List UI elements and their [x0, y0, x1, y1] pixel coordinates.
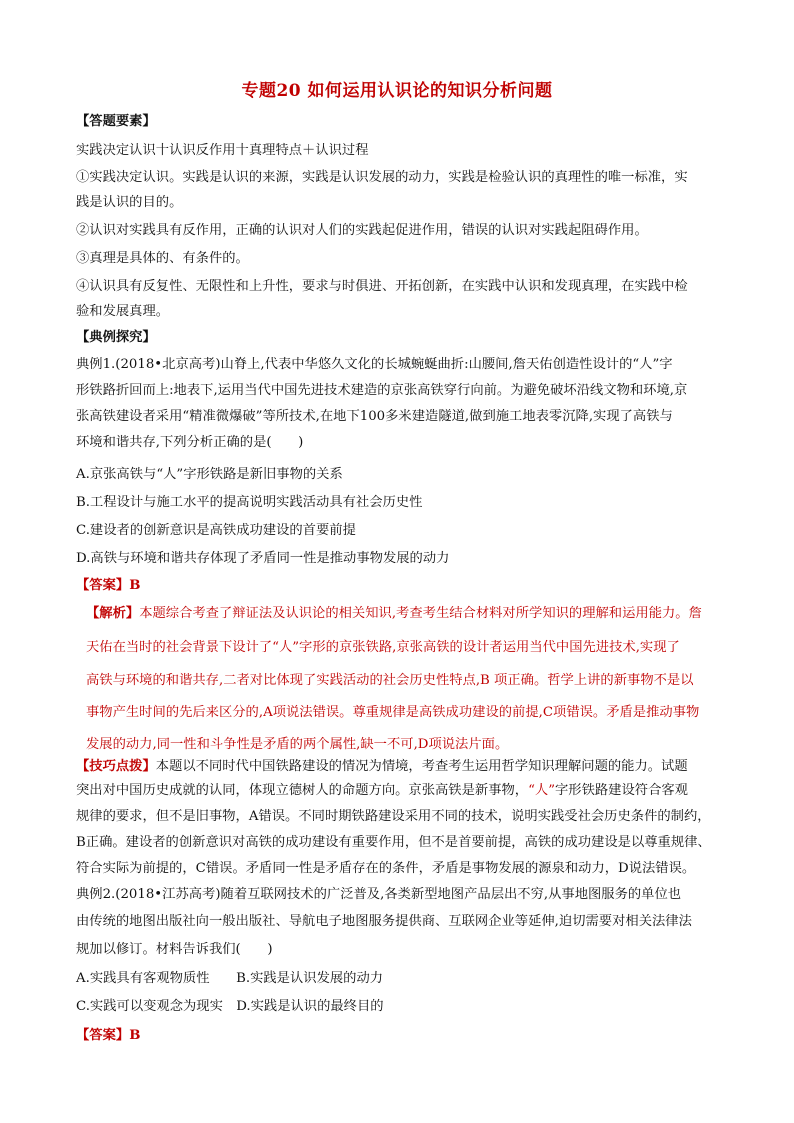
example1-option-c: C.建设者的创新意识是高铁成功建设的首要前提	[76, 523, 356, 538]
example1-tip-line-1	[76, 757, 736, 777]
tip-text-2-highlight: “人”	[528, 783, 555, 798]
example1-option-d: D.高铁与环境和谐共存体现了矛盾同一性是推动事物发展的动力	[76, 551, 450, 566]
example1-tip-line-3: 规律的要求，但不是旧事物，A错误。不同时期铁路建设采用不同的技术，说明实践受社会历史条件的制约，	[76, 809, 711, 824]
point-1-line-1: ①实践决定认识。实践是认识的来源，实践是认识发展的动力，实践是检验认识的真理性的唯一标准，实	[76, 170, 688, 185]
example2-question-line-2: 由传统的地图出版社向一般出版社、导航电子地图服务提供商、互联网企业等延伸,迫切需要对相关法律法	[76, 914, 692, 929]
example1-analysis-line-1	[86, 604, 746, 624]
answer-label-2: 【答案】	[76, 1028, 130, 1043]
example2-question-line-3: 规加以修订。材料告诉我们( )	[76, 942, 273, 957]
example2-options-ab: A.实践具有客观物质性 B.实践是认识发展的动力	[76, 971, 384, 986]
analysis-label: 【解析】	[86, 606, 140, 621]
answer-value: B	[129, 578, 141, 593]
example1-question-line-1: 典例1.(2018•北京高考)山脊上,代表中华悠久文化的长城蜿蜒曲折:山腰间,詹天佑创造性设计的“人”字	[76, 357, 673, 372]
example1-tip-line-5: 符合实际为前提的，C错误。矛盾同一性是矛盾存在的条件，矛盾是事物发展的源泉和动力，D说法错误。	[76, 861, 696, 876]
tip-text-1: 本题以不同时代中国铁路建设的情况为情境，考查考生运用哲学知识理解问题的能力。试题	[155, 759, 688, 774]
point-4-line-1: ④认识具有反复性、无限性和上升性，要求与时俱进、开拓创新，在实践中认识和发现真理，在实践中检	[76, 279, 688, 294]
point-3: ③真理是具体的、有条件的。	[76, 251, 249, 266]
example2-options-cd: C.实践可以变观念为现实 D.实践是认识的最终目的	[76, 999, 384, 1014]
tip-text-2-rest: 字形铁路建设符合客观	[555, 783, 688, 798]
example1-analysis-line-5: 发展的动力,同一性和斗争性是矛盾的两个属性,缺一不可,D项说法片面。	[86, 737, 509, 752]
section-heading-elements: 【答题要素】	[76, 114, 156, 129]
analysis-text-1: 本题综合考查了辩证法及认识论的相关知识,考查考生结合材料对所学知识的理解和运用能力。詹	[139, 606, 702, 621]
example1-analysis-line-4: 事物产生时间的先后来区分的,A项说法错误。尊重规律是高铁成功建设的前提,C项错误。矛盾是推动事物	[86, 705, 700, 720]
formula-line: 实践决定认识十认识反作用十真理特点＋认识过程	[76, 143, 369, 158]
point-2: ②认识对实践具有反作用，正确的认识对人们的实践起促进作用，错误的认识对实践起阻碍作用。	[76, 223, 648, 238]
example1-question-line-3: 张高铁建设者采用“精准微爆破”等所技术,在地下100多米建造隧道,做到施工地表零沉降,实现了高铁与	[76, 409, 673, 424]
example1-question-line-4: 环境和谐共存,下列分析正确的是( )	[76, 435, 304, 450]
example1-tip-line-4: B正确。建设者的创新意识对高铁的成功建设有重要作用，但不是首要前提，高铁的成功建设是以尊重规律、	[76, 835, 711, 850]
example1-analysis-line-2: 天佑在当时的社会背景下设计了“人”字形的京张铁路,京张高铁的设计者运用当代中国先进技术,实现了	[86, 640, 680, 655]
example1-option-a: A.京张高铁与“人”字形铁路是新旧事物的关系	[76, 467, 343, 482]
tip-text-2: 突出对中国历史成就的认同，体现立德树人的命题方向。京张高铁是新事物，	[76, 783, 529, 798]
point-1-line-2: 践是认识的目的。	[76, 195, 183, 210]
example1-answer	[76, 576, 736, 596]
example2-question-line-1: 典例2.(2018•江苏高考)随着互联网技术的广泛普及,各类新型地图产品层出不穷,从事地图服务的单位也	[76, 887, 682, 902]
tip-label: 【技巧点拨】	[76, 759, 156, 774]
example1-question-line-2: 形铁路折回而上:地表下,运用当代中国先进技术建造的京张高铁穿行向前。为避免破坏沿线文物和环境,京	[76, 383, 688, 398]
answer-label: 【答案】	[76, 578, 130, 593]
example1-tip-line-2	[76, 781, 736, 801]
example1-option-b: B.工程设计与施工水平的提高说明实践活动具有社会历史性	[76, 495, 423, 510]
example1-analysis-line-3: 高铁与环境的和谐共存,二者对比体现了实践活动的社会历史性特点,B 项正确。哲学上讲的新事物不是以	[86, 673, 694, 688]
page-title: 专题20 如何运用认识论的知识分析问题	[241, 81, 553, 101]
example2-answer	[76, 1026, 736, 1046]
point-4-line-2: 验和发展真理。	[76, 304, 170, 319]
section-heading-examples: 【典例探究】	[76, 330, 156, 345]
answer-value-2: B	[129, 1028, 141, 1043]
